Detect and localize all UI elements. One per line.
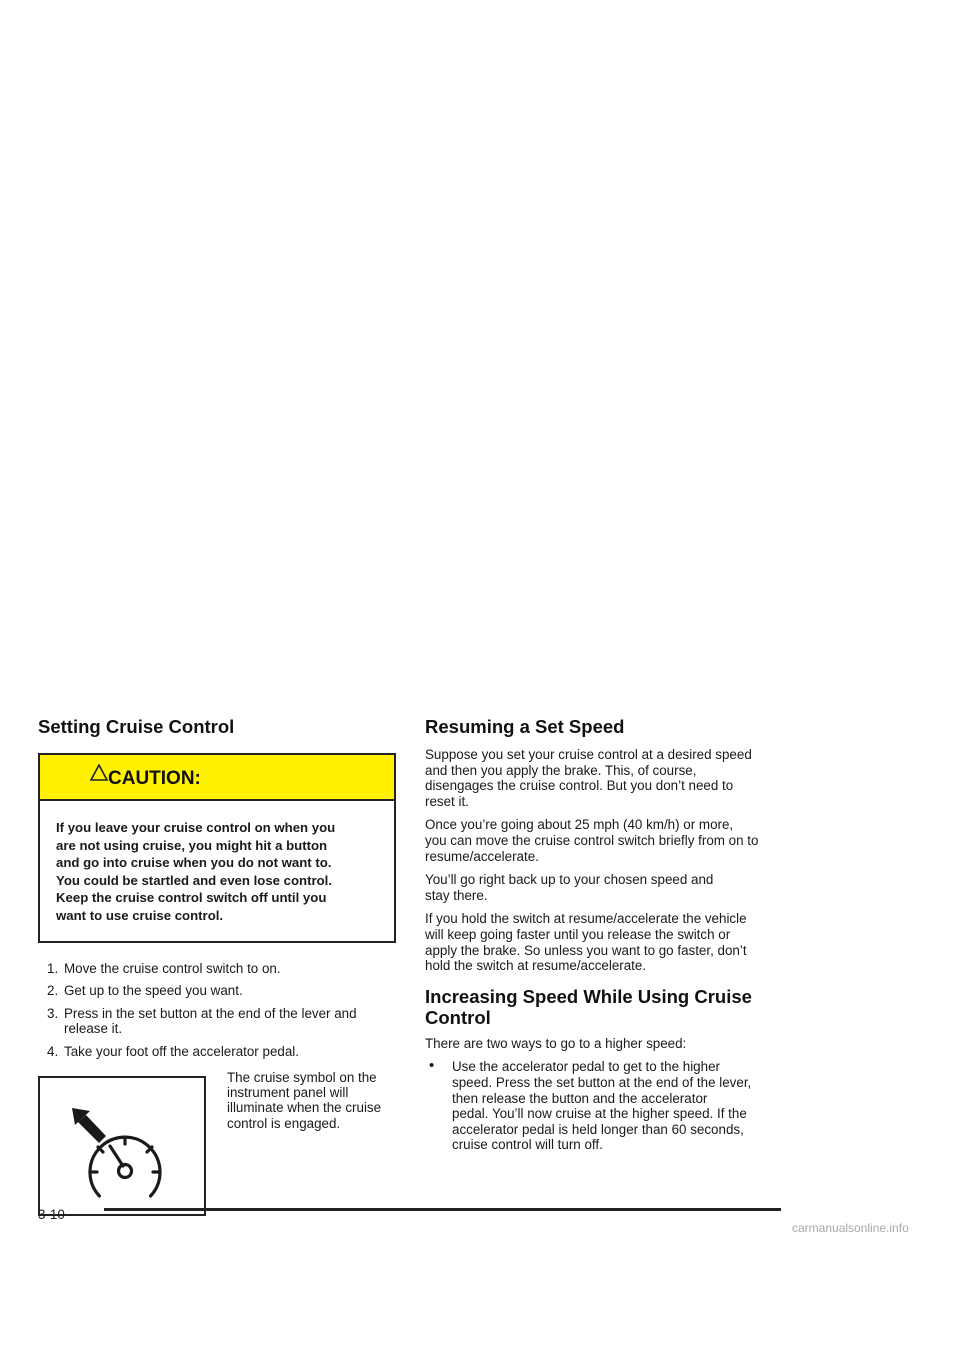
caution-header [40,755,394,801]
caution-label: CAUTION: [108,768,201,789]
caution-line: You could be startled and even lose control. [56,872,333,888]
section-heading-resuming: Resuming a Set Speed [425,716,625,737]
caution-box [38,753,396,943]
paragraph: Once you’re going about 25 mph (40 km/h) or more, you can move the cruise control switch briefly from on to resume/accelerate. [425,817,759,864]
right-column [425,716,785,1161]
caution-body [40,801,394,941]
steps-list [38,961,396,1060]
caution-line: want to use cruise control. [56,907,224,923]
left-column [38,716,396,1350]
list-item: 4. Take your foot off the accelerator pedal. [47,1043,299,1059]
caution-line: are not using cruise, you might hit a button [56,837,328,853]
list-item: 3. Press in the set button at the end of the lever and release it. [47,1005,357,1037]
paragraph: You’ll go right back up to your chosen speed and stay there. [425,872,714,903]
watermark: carmanualsonline.info [792,1221,909,1235]
section-heading-setting-cruise: Setting Cruise Control [38,716,235,737]
caution-line: and go into cruise when you do not want to. [56,855,332,871]
paragraph-intro: There are two ways to go to a higher speed: [425,1035,687,1051]
list-item: 2. Get up to the speed you want. [47,983,243,999]
section-heading-increasing-speed: Increasing Speed While Using Cruise Control [425,985,752,1028]
bullet-dot: • [429,1057,435,1075]
paragraph: If you hold the switch at resume/accelerate the vehicle will keep going faster until you release the switch or apply the brake. So unless you want to go faster, don’t hold the switch at resume/accelerate. [425,911,747,974]
page-number: 3-10 [38,1207,65,1222]
cruise-control-icon [40,1078,204,1214]
list-item: 1. Move the cruise control switch to on. [47,960,281,976]
cruise-symbol-description: The cruise symbol on the instrument panel will illuminate when the cruise control is engaged. [227,1069,382,1131]
footer-rule [104,1208,781,1211]
warning-triangle-icon [90,764,108,781]
caution-line: Keep the cruise control switch off until you [56,890,327,906]
bullet-item: • Use the accelerator pedal to get to the higher speed. Press the set button at the end of the lever, then release the button and the accelerator pedal. You’ll now cruise at the higher speed. If the accelerator pedal is held longer than 60 seconds, cruise control will turn off. [429,1057,752,1153]
paragraph: Suppose you set your cruise control at a desired speed and then you apply the brake. This, of course, disengages the cruise control. But you don’t need to reset it. [425,747,752,809]
cruise-symbol-box [38,1076,206,1216]
caution-line: If you leave your cruise control on when you [56,820,336,835]
